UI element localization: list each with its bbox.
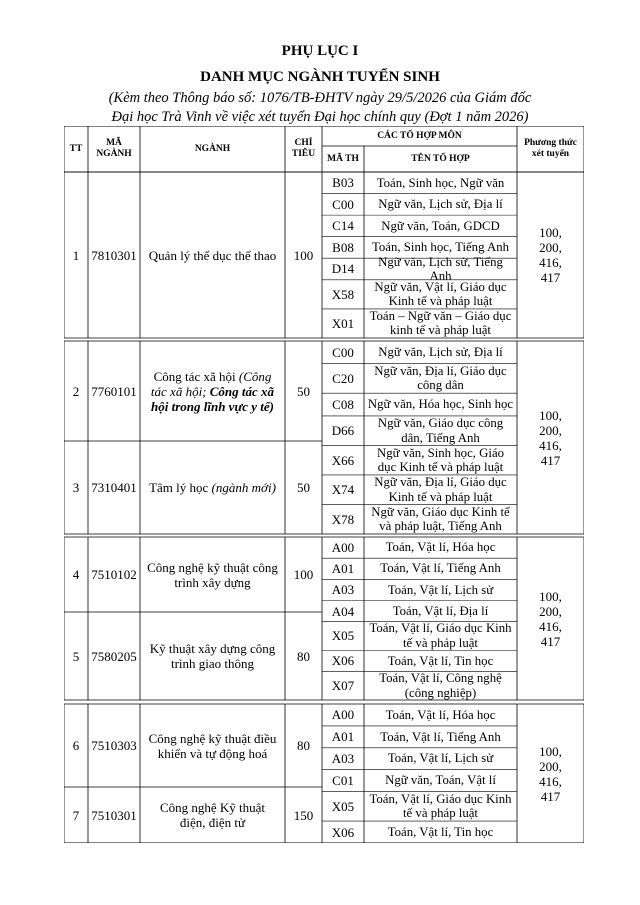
- combo-name: Ngữ văn, Sinh học, Giáo dục Kinh tế và pháp luật: [376, 445, 505, 475]
- combo-code: A03: [331, 582, 355, 598]
- combo-code: X78: [331, 511, 355, 527]
- combo-code: A01: [331, 729, 355, 745]
- combo-name: Ngữ văn, Lịch sử, Địa lí: [378, 345, 503, 360]
- combo-name: Ngữ văn, Hóa học, Sinh học: [367, 397, 514, 412]
- header-nganh: NGÀNH: [194, 143, 231, 154]
- combo-name: Toán, Vật lí, Giáo dục Kinh tế và pháp luật: [369, 791, 512, 821]
- combo-name: Toán, Sinh học, Tiếng Anh: [371, 240, 510, 255]
- program-quota: 150: [293, 807, 314, 823]
- header-ma-th: MÃ TH: [327, 153, 359, 164]
- combo-name: Ngữ văn, Toán, GDCD: [381, 218, 500, 233]
- program-tt: 6: [72, 738, 80, 753]
- header-tt: TT: [69, 143, 83, 154]
- program-tt: 7: [72, 807, 80, 823]
- subtitle-line-1: (Kèm theo Thông báo số: 1076/TB-ĐHTV ngày 29/5/2026 của Giám đốc: [108, 90, 532, 106]
- program-name: Công nghệ Kỹ thuật điện, điện tử: [159, 800, 266, 830]
- program-quota: 100: [293, 247, 314, 263]
- program-name: Kỹ thuật xây dựng công trình giao thông: [149, 641, 276, 671]
- combo-code: B08: [332, 239, 354, 255]
- program-quota: 100: [293, 567, 314, 582]
- combo-name: Toán, Sinh học, Ngữ văn: [376, 175, 505, 190]
- subtitle-line-2: Đại học Trà Vinh về việc xét tuyển Đại học chính quy (Đợt 1 năm 2026): [111, 109, 529, 125]
- combo-code: C00: [332, 344, 354, 360]
- combo-name: Ngữ văn, Lịch sử, Tiếng Anh: [378, 254, 503, 283]
- combo-code: X06: [331, 653, 355, 669]
- header-phuong-thuc: Phương thức xét tuyển: [524, 138, 577, 159]
- program-tt: 4: [72, 567, 80, 582]
- combo-name: Toán, Vật lí, Lịch sử: [387, 751, 494, 766]
- combo-code: D14: [331, 261, 355, 277]
- program-quota: 50: [297, 383, 310, 399]
- combo-code: C20: [332, 370, 354, 386]
- program-name-specialization: Công tác xã hội trong lĩnh vực y tế): [151, 383, 275, 414]
- program-code: 7580205: [91, 648, 137, 664]
- combo-name: Toán, Vật lí, Hóa học: [385, 707, 496, 722]
- admission-methods: 100, 200, 416, 417: [539, 588, 562, 649]
- program-quota: 80: [297, 648, 310, 664]
- combo-name: Ngữ văn, Vật lí, Giáo dục Kinh tế và pháp luật: [374, 279, 507, 309]
- combo-code: B03: [332, 175, 354, 191]
- combo-code: X74: [331, 482, 355, 498]
- combo-name: Ngữ văn, Lịch sử, Địa lí: [378, 197, 503, 212]
- combo-code: X07: [331, 678, 355, 694]
- program-name-text: [149, 480, 276, 495]
- appendix-heading: PHỤ LỤC I: [281, 43, 359, 59]
- program-quota: 50: [297, 480, 310, 495]
- program-tt: 2: [72, 383, 80, 399]
- combo-name: Toán – Ngữ văn – Giáo dục kinh tế và pháp luật: [369, 308, 512, 338]
- combo-code: A03: [331, 751, 355, 767]
- header-ma-nganh: MÃ NGÀNH: [96, 138, 132, 159]
- combo-code: C08: [332, 397, 354, 413]
- document-title: DANH MỤC NGÀNH TUYỂN SINH: [200, 69, 440, 85]
- program-code: 7810301: [91, 247, 137, 263]
- admission-methods: 100, 200, 416, 417: [539, 743, 562, 804]
- program-name-main: Tâm lý học: [149, 480, 209, 495]
- combo-code: C00: [332, 196, 354, 212]
- combo-name: Toán, Vật lí, Địa lí: [392, 603, 489, 618]
- combo-name: Toán, Vật lí, Lịch sử: [387, 582, 494, 597]
- combo-code: C01: [332, 773, 354, 789]
- combo-code: D66: [331, 423, 355, 439]
- combo-code: A04: [331, 603, 355, 619]
- combo-code: X06: [331, 824, 355, 840]
- program-tt: 1: [72, 247, 80, 263]
- program-code: 7510303: [91, 738, 137, 753]
- program-name: Công nghệ kỹ thuật điều khiển và tự động hoá: [148, 730, 277, 761]
- program-name-note: (Công tác xã hội;: [150, 368, 272, 399]
- program-code: 7510102: [91, 567, 137, 582]
- combo-name: Ngữ văn, Địa lí, Giáo dục công dân: [374, 363, 507, 393]
- admission-methods: 100, 200, 416, 417: [539, 225, 562, 285]
- combo-code: X66: [331, 452, 355, 468]
- program-name-note: (ngành mới): [211, 480, 276, 495]
- header-cac-to-hop: CÁC TỔ HỢP MÔN: [377, 130, 462, 141]
- program-name: [140, 341, 285, 441]
- combo-name: Toán, Vật lí, Giáo dục Kinh tế và pháp luật: [369, 621, 512, 650]
- combo-name: Ngữ văn, Địa lí, Giáo dục Kinh tế và pháp luật: [374, 475, 507, 504]
- program-name: Công nghệ kỹ thuật công trình xây dựng: [147, 559, 278, 590]
- combo-name: Toán, Vật lí, Tin học: [387, 653, 494, 668]
- program-code: 7760101: [91, 383, 137, 399]
- program-name-text: [146, 369, 279, 414]
- program-code: 7310401: [91, 480, 137, 495]
- combo-code: X01: [331, 315, 355, 331]
- program-code: 7510301: [91, 807, 137, 823]
- combo-code: A01: [331, 561, 355, 577]
- admission-table: [64, 126, 584, 843]
- program-quota: 80: [297, 738, 310, 753]
- combo-code: C14: [332, 218, 354, 234]
- combo-name: Toán, Vật lí, Tiếng Anh: [380, 729, 501, 744]
- combo-name: Toán, Vật lí, Tin học: [387, 824, 494, 839]
- combo-name: Toán, Vật lí, Công nghệ (công nghiệp): [379, 671, 502, 700]
- combo-code: X05: [331, 628, 355, 644]
- combo-name: Toán, Vật lí, Hóa học: [385, 540, 496, 555]
- combo-code: X05: [331, 798, 355, 814]
- combo-name: Ngữ văn, Toán, Vật lí: [385, 773, 496, 788]
- combo-code: A00: [331, 540, 355, 556]
- combo-code: X58: [331, 286, 355, 302]
- program-tt: 5: [72, 648, 80, 664]
- admission-methods: 100, 200, 416, 417: [539, 407, 562, 468]
- header-ten-to-hop: TÊN TỔ HỢP: [411, 153, 470, 164]
- combo-name: Ngữ văn, Giáo dục Kinh tế và pháp luật, Tiếng Anh: [371, 504, 510, 534]
- program-name-main: Công tác xã hội: [153, 368, 236, 384]
- combo-name: Ngữ văn, Giáo dục công dân, Tiếng Anh: [377, 416, 504, 445]
- program-tt: 3: [72, 480, 80, 495]
- combo-name: Toán, Vật lí, Tiếng Anh: [380, 561, 501, 576]
- program-name: Quản lý thể dục thể thao: [148, 247, 277, 263]
- combo-code: A00: [331, 707, 355, 723]
- program-name: [140, 441, 285, 534]
- header-chi-tieu: CHỈ TIÊU: [291, 138, 316, 159]
